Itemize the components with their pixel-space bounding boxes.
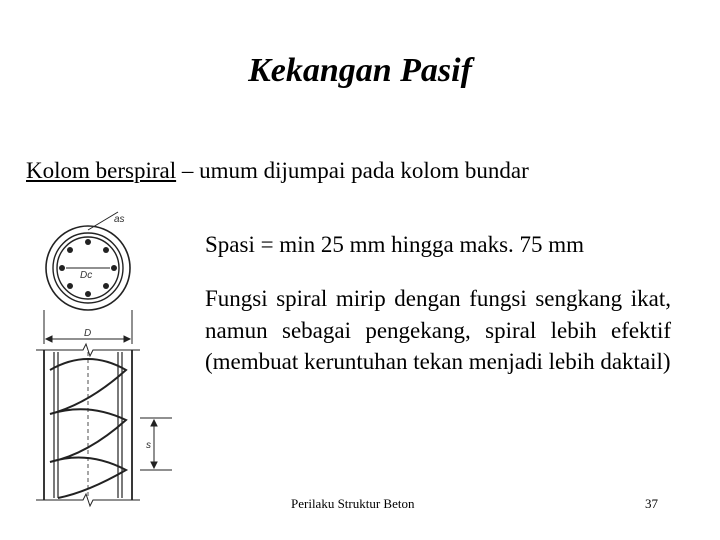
label-as: as (114, 214, 125, 225)
label-d: D (84, 328, 92, 339)
spiral-column-diagram (28, 208, 176, 510)
slide-subtitle (26, 158, 529, 184)
subtitle-rest: – umum dijumpai pada kolom bundar (176, 158, 529, 183)
slide-title: Kekangan Pasif (248, 52, 472, 89)
spacing-text: Spasi = min 25 mm hingga maks. 75 mm (205, 232, 585, 257)
label-s: s (146, 440, 151, 451)
label-dc: Dc (80, 270, 93, 281)
dimension-s (140, 418, 172, 470)
spiral-function-text: Fungsi spiral mirip dengan fungsi sengkang ikat, namun sebagai pengekang, spiral lebih efektif (membuat keruntuhan tekan menjadi lebih daktail) (205, 286, 671, 374)
subtitle-term: Kolom berspiral (26, 158, 177, 183)
page-number: 37 (645, 496, 658, 511)
column-cross-section (46, 212, 130, 310)
footer-text: Perilaku Struktur Beton (291, 496, 415, 511)
spiral-lines (50, 359, 126, 498)
